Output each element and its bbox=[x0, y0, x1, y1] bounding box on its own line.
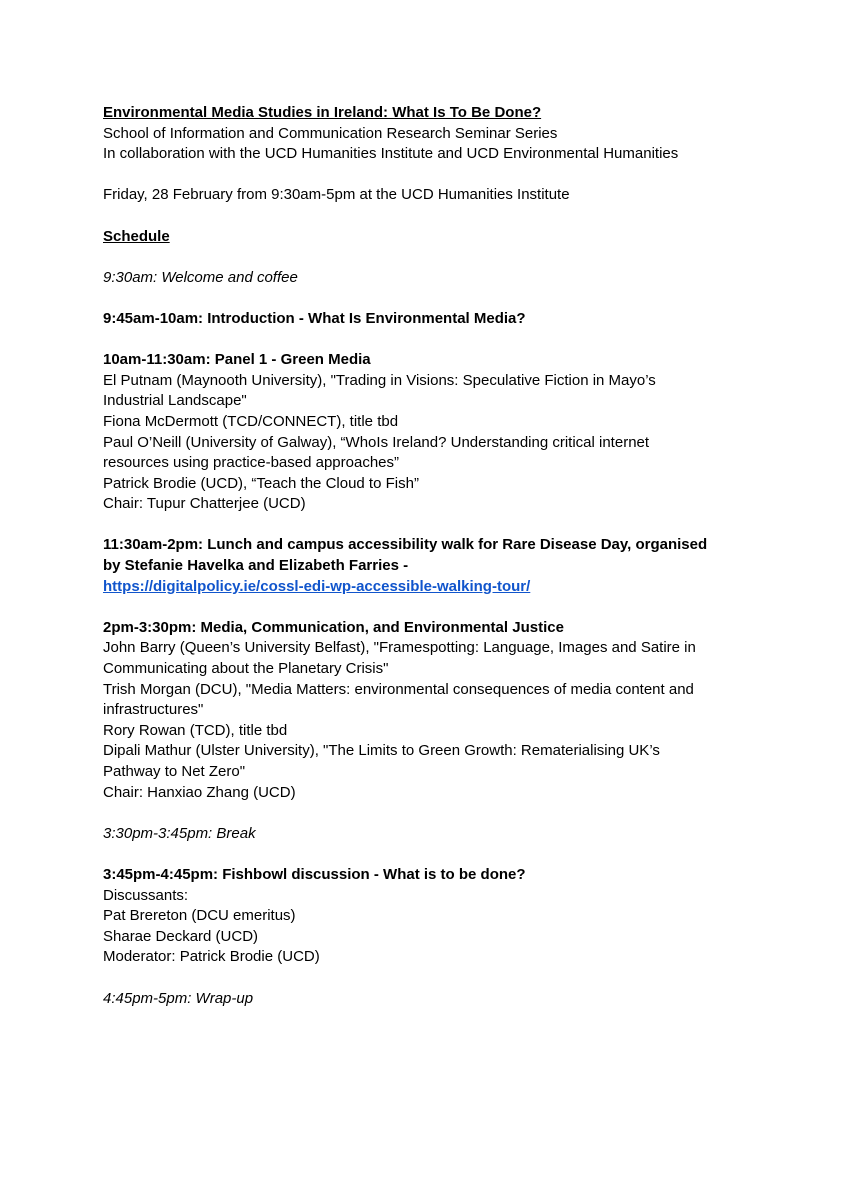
panel-2-talk-morgan-cont: infrastructures" bbox=[103, 701, 204, 719]
lunch-heading: 11:30am-2pm: Lunch and campus accessibility walk for Rare Disease Day, organised bbox=[103, 536, 708, 554]
schedule-break: 3:30pm-3:45pm: Break bbox=[103, 824, 256, 842]
lunch-heading-cont: by Stefanie Havelka and Elizabeth Farries - bbox=[103, 557, 409, 575]
discussant-brereton: Pat Brereton (DCU emeritus) bbox=[103, 907, 296, 925]
panel-2-heading: 2pm-3:30pm: Media, Communication, and Environmental Justice bbox=[103, 618, 564, 636]
panel-1-talk-oneill-cont: resources using practice-based approaches” bbox=[103, 454, 399, 472]
schedule-introduction: 9:45am-10am: Introduction - What Is Environmental Media? bbox=[103, 309, 526, 327]
panel-2-talk-barry-cont: Communicating about the Planetary Crisis" bbox=[103, 660, 389, 678]
discussant-deckard: Sharae Deckard (UCD) bbox=[103, 927, 259, 945]
document-header bbox=[103, 103, 803, 206]
schedule-heading: Schedule bbox=[103, 227, 170, 245]
walking-tour-link[interactable]: https://digitalpolicy.ie/cossl-edi-wp-accessible-walking-tour/ bbox=[103, 577, 531, 595]
panel-1-heading: 10am-11:30am: Panel 1 - Green Media bbox=[103, 351, 371, 369]
collaboration-line: In collaboration with the UCD Humanities Institute and UCD Environmental Humanities bbox=[103, 145, 679, 163]
schedule-wrapup: 4:45pm-5pm: Wrap-up bbox=[103, 989, 254, 1007]
lunch-section bbox=[103, 535, 803, 597]
panel-1-talk-brodie: Patrick Brodie (UCD), “Teach the Cloud to Fish” bbox=[103, 474, 419, 492]
panel-1-chair: Chair: Tupur Chatterjee (UCD) bbox=[103, 495, 306, 513]
panel-2-talk-barry: John Barry (Queen’s University Belfast), "Framespotting: Language, Images and Satire in bbox=[103, 639, 696, 657]
panel-1-section bbox=[103, 350, 803, 515]
panel-2-talk-morgan: Trish Morgan (DCU), "Media Matters: environmental consequences of media content and bbox=[103, 680, 694, 698]
panel-2-talk-rowan: Rory Rowan (TCD), title tbd bbox=[103, 721, 288, 739]
panel-1-talk-putnam: El Putnam (Maynooth University), "Trading in Visions: Speculative Fiction in Mayo’s bbox=[103, 371, 656, 389]
seminar-series: School of Information and Communication Research Seminar Series bbox=[103, 124, 558, 142]
fishbowl-heading: 3:45pm-4:45pm: Fishbowl discussion - What is to be done? bbox=[103, 865, 526, 883]
panel-2-chair: Chair: Hanxiao Zhang (UCD) bbox=[103, 783, 296, 801]
event-title: Environmental Media Studies in Ireland: What Is To Be Done? bbox=[103, 104, 542, 121]
panel-1-talk-putnam-cont: Industrial Landscape" bbox=[103, 392, 247, 410]
discussants-label: Discussants: bbox=[103, 886, 189, 904]
panel-2-section bbox=[103, 618, 803, 803]
panel-1-talk-mcdermott: Fiona McDermott (TCD/CONNECT), title tbd bbox=[103, 412, 399, 430]
fishbowl-section bbox=[103, 865, 803, 968]
date-location: Friday, 28 February from 9:30am-5pm at the UCD Humanities Institute bbox=[103, 186, 570, 204]
schedule-welcome: 9:30am: Welcome and coffee bbox=[103, 268, 298, 286]
fishbowl-moderator: Moderator: Patrick Brodie (UCD) bbox=[103, 948, 320, 966]
panel-2-talk-mathur: Dipali Mathur (Ulster University), "The Limits to Green Growth: Rematerialising UK’s bbox=[103, 742, 660, 760]
panel-1-talk-oneill: Paul O’Neill (University of Galway), “WhoIs Ireland? Understanding critical internet bbox=[103, 433, 650, 451]
panel-2-talk-mathur-cont: Pathway to Net Zero" bbox=[103, 763, 246, 780]
document-page bbox=[103, 103, 803, 1009]
